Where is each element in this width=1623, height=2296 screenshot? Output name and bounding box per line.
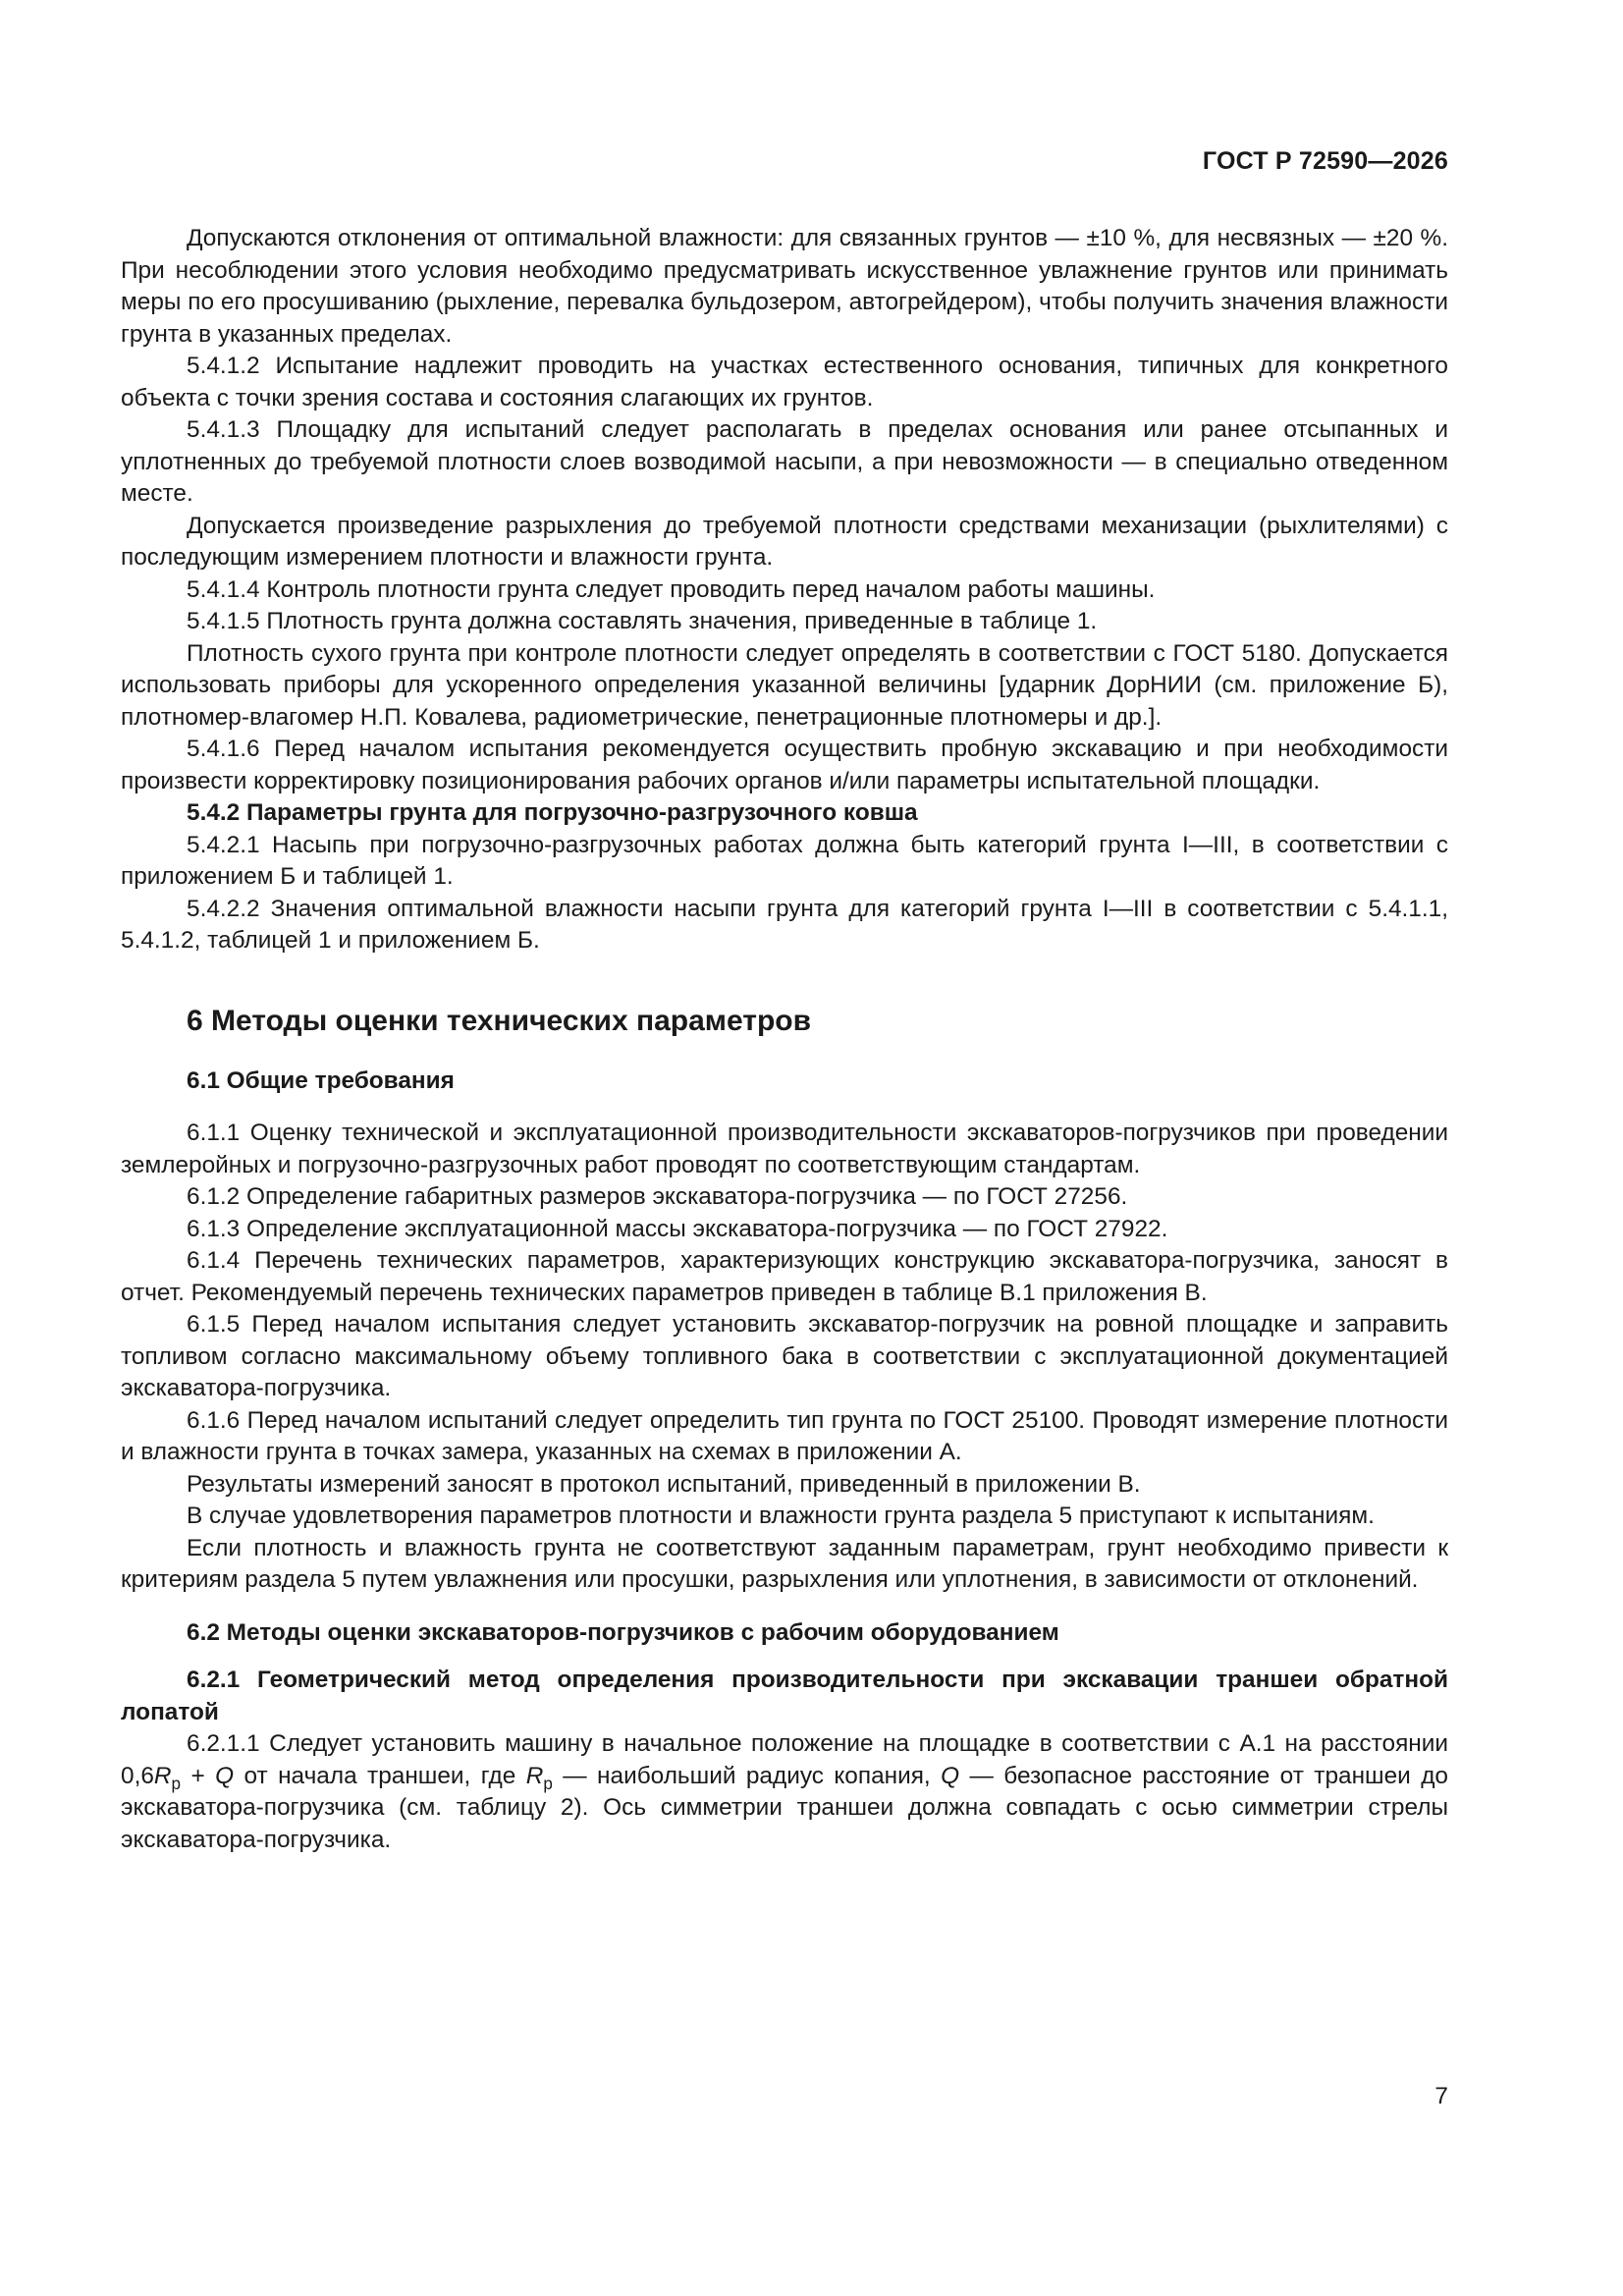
paragraph-6-2-1-1: 6.2.1.1 Следует установить машину в начальное положение на площадке в соответствии с А.1 на расстоянии $0,6R_р + Q$ от начала траншеи, где $R_р$ — наибольший радиус копания, Q — безопасное расстояние от траншеи до экскаватора-погрузчика (см. таблицу 2). Ось симметрии траншеи должна совпадать с осью симметрии стрелы экскаватора-погрузчика. bbox=[121, 1730, 1448, 1853]
paragraph: Если плотность и влажность грунта не соответствуют заданным параметрам, грунт необходимо привести к критериям раздела 5 путем увлажнения или просушки, разрыхления или уплотнения, в зависимости от отклонений. bbox=[121, 1534, 1448, 1593]
paragraph: 6.1.2 Определение габаритных размеров экскаватора-погрузчика — по ГОСТ 27256. bbox=[187, 1183, 1128, 1210]
paragraph: 5.4.2.1 Насыпь при погрузочно-разгрузочных работах должна быть категорий грунта I—III, в соответствии с приложением Б и таблицей 1. bbox=[121, 831, 1448, 890]
paragraph: Плотность сухого грунта при контроле плотности следует определять в соответствии с ГОСТ 5180. Допускается использовать приборы для ускоренного определения указанной величины [ударник ДорНИИ (см. приложение Б), плотномер-влагомер Н.П. Ковалева, радиометрические, пенетрационные плотномеры и др.]. bbox=[121, 639, 1448, 731]
paragraph: 6.1.1 Оценку технической и эксплуатационной производительности экскаваторов-погрузчиков при проведении землеройных и погрузочно-разгрузочных работ проводят по соответствующим стандартам. bbox=[121, 1120, 1448, 1178]
paragraph: 6.1.5 Перед началом испытания следует установить экскаватор-погрузчик на ровной площадке и заправить топливом согласно максимальному объему топливного бака в соответствии с эксплуатационной документацией экскаватора-погрузчика. bbox=[121, 1311, 1448, 1401]
subsection-heading-5-4-2: 5.4.2 Параметры грунта для погрузочно-разгрузочного ковша bbox=[187, 799, 918, 826]
section-heading-6: 6 Методы оценки технических параметров bbox=[187, 1004, 812, 1037]
paragraph: 6.1.3 Определение эксплуатационной массы экскаватора-погрузчика — по ГОСТ 27922. bbox=[187, 1215, 1168, 1242]
section-heading-6-2: 6.2 Методы оценки экскаваторов-погрузчиков с рабочим оборудованием bbox=[187, 1618, 1059, 1646]
paragraph: Допускаются отклонения от оптимальной влажности: для связанных грунтов — ±10 %, для несвязных — ±20 %. При несоблюдении этого условия необходимо предусматривать искусственное увлажнение грунтов или принимать меры по его просушиванию (рыхление, перевалка бульдозером, автогрейдером), чтобы получить значения влажности грунта в указанных пределах. bbox=[121, 225, 1448, 348]
paragraph: Допускается произведение разрыхления до требуемой плотности средствами механизации (рыхлителями) с последующим измерением плотности и влажности грунта. bbox=[121, 512, 1448, 571]
paragraph: 6.1.4 Перечень технических параметров, характеризующих конструкцию экскаватора-погрузчика, заносят в отчет. Рекомендуемый перечень технических параметров приведен в таблице В.1 приложения В. bbox=[121, 1247, 1448, 1306]
subsection-heading-6-2-1: 6.2.1 Геометрический метод определения производительности при экскавации траншеи обратной лопатой bbox=[121, 1667, 1448, 1725]
paragraph: 5.4.1.2 Испытание надлежит проводить на участках естественного основания, типичных для конкретного объекта с точки зрения состава и состояния слагающих их грунтов. bbox=[121, 353, 1448, 411]
paragraph: 5.4.1.4 Контроль плотности грунта следует проводить перед началом работы машины. bbox=[187, 575, 1156, 603]
paragraph: В случае удовлетворения параметров плотности и влажности грунта раздела 5 приступают к испытаниям. bbox=[187, 1503, 1375, 1529]
document-header: ГОСТ Р 72590—2026 bbox=[1202, 147, 1448, 175]
paragraph: 5.4.2.2 Значения оптимальной влажности насыпи грунта для категорий грунта I—III в соответствии с 5.4.1.1, 5.4.1.2, таблицей 1 и приложением Б. bbox=[121, 895, 1448, 954]
paragraph: Результаты измерений заносят в протокол испытаний, приведенный в приложении В. bbox=[187, 1470, 1141, 1498]
paragraph: 5.4.1.3 Площадку для испытаний следует располагать в пределах основания или ранее отсыпанных и уплотненных до требуемой плотности слоев возводимой насыпи, а при невозможности — в специально отведенном месте. bbox=[121, 416, 1448, 507]
paragraph: 5.4.1.6 Перед началом испытания рекомендуется осуществить пробную экскавацию и при необходимости произвести корректировку позиционирования рабочих органов и/или параметры испытательной площадки. bbox=[121, 736, 1448, 794]
section-heading-6-1: 6.1 Общие требования bbox=[187, 1066, 455, 1094]
page-number: 7 bbox=[1434, 2083, 1448, 2109]
page-body bbox=[121, 223, 1448, 1856]
paragraph: 6.1.6 Перед началом испытаний следует определить тип грунта по ГОСТ 25100. Проводят измерение плотности и влажности грунта в точках замера, указанных на схемах в приложении А. bbox=[121, 1406, 1448, 1465]
paragraph: 5.4.1.5 Плотность грунта должна составлять значения, приведенные в таблице 1. bbox=[187, 608, 1098, 634]
